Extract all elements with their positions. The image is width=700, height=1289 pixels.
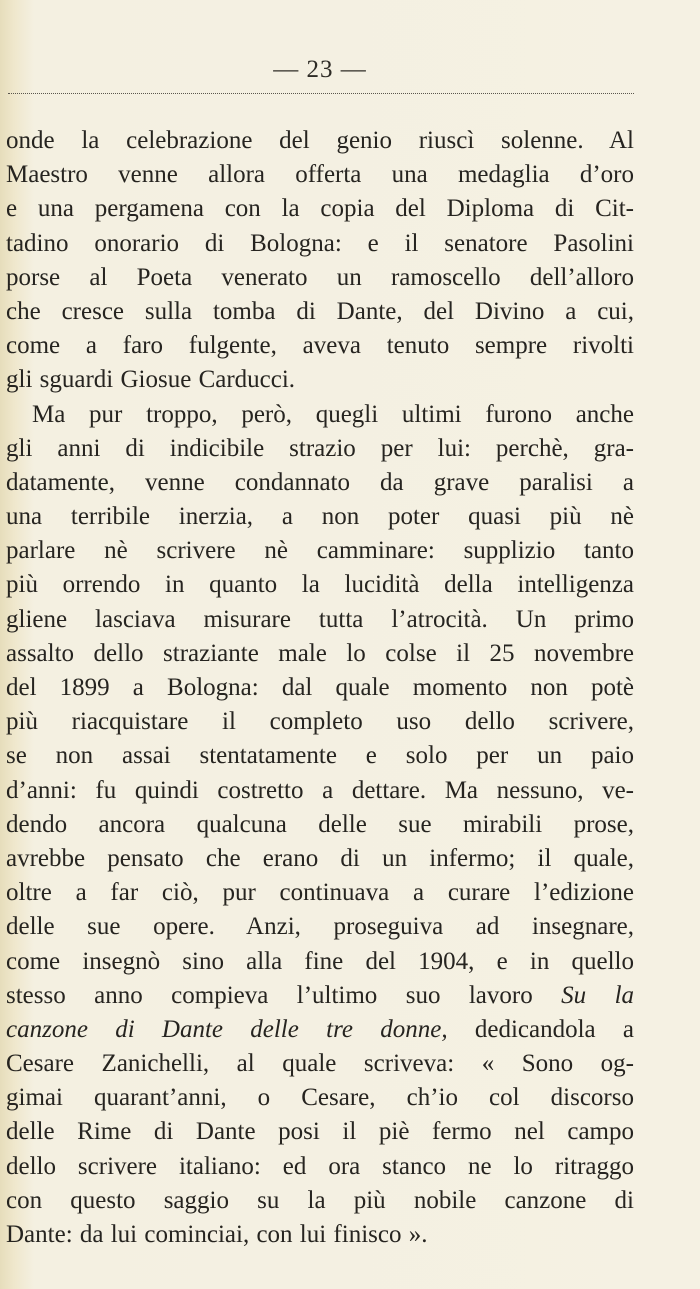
text-line: Cesare Zanichelli, al quale scriveva: « Sono og- [6, 1050, 634, 1078]
text-line: che cresce sulla tomba di Dante, del Divino a cui, [6, 297, 634, 325]
italic-title-end: canzone di Dante delle tre donne, [6, 1015, 448, 1043]
text-line: assalto dello straziante male lo colse il 25 novembre [6, 639, 634, 667]
text-line: dendo ancora qualcuna delle sue mirabili prose, [6, 810, 634, 838]
text-line: del 1899 a Bologna: dal quale momento non potè [6, 674, 634, 701]
text-line-mixed [6, 979, 634, 1013]
text-line: delle sue opere. Anzi, proseguiva ad insegnare, [6, 913, 634, 941]
text-line: Maestro venne allora offerta una medaglia d’oro [6, 161, 634, 189]
text-line: come insegnò sino alla fine del 1904, e in quello [6, 947, 634, 975]
text-line: come a faro fulgente, aveva tenuto sempre rivolti [6, 332, 634, 360]
italic-title-start: Su la [561, 981, 635, 1009]
text-line: oltre a far ciò, pur continuava a curare l’edizione [6, 879, 634, 907]
text-line: gimai quarant’anni, o Cesare, ch’io col discorso [6, 1084, 634, 1112]
text-line: con questo saggio su la più nobile canzone di [6, 1186, 634, 1214]
text-line: più riacquistare il completo uso dello scrivere, [6, 708, 634, 736]
text-line: gli anni di indicibile strazio per lui: perchè, gra- [6, 434, 634, 462]
text-line: una terribile inerzia, a non poter quasi più nè [6, 503, 634, 531]
text-line: porse al Poeta venerato un ramoscello dell’alloro [6, 263, 634, 291]
page-number: — 23 — [273, 56, 367, 83]
text-line: gli sguardi Giosue Carducci. [6, 366, 296, 394]
text-line: d’anni: fu quindi costretto a dettare. Ma nessuno, ve- [6, 776, 634, 804]
text-line: Ma pur troppo, però, quegli ultimi furono anche [32, 400, 634, 428]
text-line: tadino onorario di Bologna: e il senatore Pasolini [6, 229, 634, 257]
text-line: dello scrivere italiano: ed ora stanco ne lo ritraggo [6, 1152, 634, 1180]
text-line: avrebbe pensato che erano di un infermo; il quale, [6, 844, 634, 872]
text-line-mixed [6, 1013, 634, 1047]
text-line: gliene lasciava misurare tutta l’atrocità. Un primo [6, 605, 634, 633]
header-rule [8, 93, 634, 94]
body-text [6, 124, 634, 1252]
text-line: e una pergamena con la copia del Diploma di Cit- [6, 195, 634, 223]
text-segment: dedicandola a [474, 1015, 634, 1043]
text-line: datamente, venne condannato da grave paralisi a [6, 468, 634, 496]
text-line: Dante: da lui cominciai, con lui finisco ». [6, 1221, 428, 1248]
text-line: parlare nè scrivere nè camminare: supplizio tanto [6, 537, 634, 565]
text-line: se non assai stentatamente e solo per un paio [6, 742, 634, 770]
text-line: onde la celebrazione del genio riuscì solenne. Al [6, 127, 634, 154]
text-line: più orrendo in quanto la lucidità della intelligenza [6, 571, 634, 599]
text-line: delle Rime di Dante posi il piè fermo nel campo [6, 1118, 634, 1146]
text-segment: stesso anno compieva l’ultimo suo lavoro [6, 981, 533, 1009]
